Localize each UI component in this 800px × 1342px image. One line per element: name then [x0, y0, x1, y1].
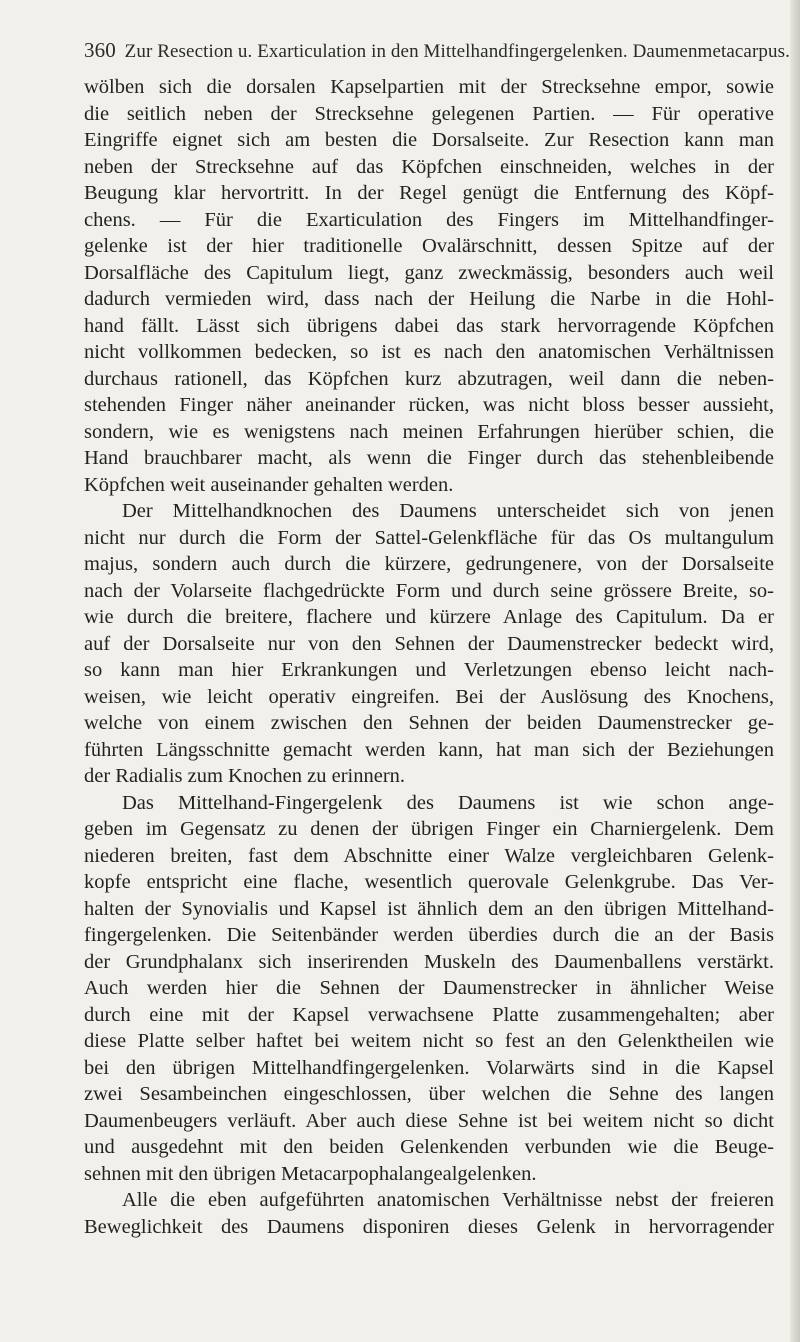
page-number: 360: [84, 38, 116, 62]
text-line: nach der Volarseite flachgedrückte Form und durch seine grössere Breite, so-: [84, 579, 774, 602]
text-line: der Grundphalanx sich inserirenden Muskeln des Daumenballens verstärkt.: [84, 950, 774, 973]
text-line: Auch werden hier die Sehnen der Daumenstrecker in ähnlicher Weise: [84, 977, 774, 999]
text-line: Dorsalfläche des Capitulum liegt, ganz zweckmässig, besonders auch weil: [84, 261, 774, 284]
text-line: Der Mittelhandknochen des Daumens unterscheidet sich von jenen: [122, 500, 774, 522]
text-line: gelenke ist der hier traditionelle Ovalärschnitt, dessen Spitze auf der: [84, 235, 774, 257]
text-line: Hand brauchbarer macht, als wenn die Finger durch das stehenbleibende: [84, 447, 774, 469]
text-line: auf der Dorsalseite nur von den Sehnen der Daumenstrecker bedeckt wird,: [84, 632, 774, 655]
text-line: hand fällt. Lässt sich übrigens dabei das stark hervorragende Köpfchen: [84, 314, 774, 337]
text-line: Das Mittelhand-Fingergelenk des Daumens ist wie schon ange-: [122, 791, 774, 814]
text-line: chens. — Für die Exarticulation des Fingers im Mittelhandfinger-: [84, 208, 774, 231]
text-line: Köpfchen weit auseinander gehalten werden.: [84, 473, 454, 496]
text-line: nicht vollkommen bedecken, so ist es nach den anatomischen Verhältnissen: [84, 341, 774, 363]
text-line: Alle die eben aufgeführten anatomischen Verhältnisse nebst der freieren: [122, 1189, 774, 1211]
text-line: Eingriffe eignet sich am besten die Dorsalseite. Zur Resection kann man: [84, 129, 774, 151]
text-line: welche von einem zwischen den Sehnen der beiden Daumenstrecker ge-: [84, 712, 774, 734]
text-line: Beugung klar hervortritt. In der Regel genügt die Entfernung des Köpf-: [84, 182, 774, 204]
text-line: weisen, wie leicht operativ eingreifen. Bei der Auslösung des Knochens,: [84, 685, 774, 708]
text-line: halten der Synovialis und Kapsel ist ähnlich dem an den übrigen Mittelhand-: [84, 897, 774, 920]
text-line: zwei Sesambeinchen eingeschlossen, über welchen die Sehne des langen: [84, 1083, 774, 1105]
text-line: neben der Strecksehne auf das Köpfchen einschneiden, welches in der: [84, 155, 774, 178]
text-line: sondern, wie es wenigstens nach meinen Erfahrungen hierüber schien, die: [84, 420, 774, 443]
text-line: und ausgedehnt mit den beiden Gelenkenden verbunden wie die Beuge-: [84, 1136, 774, 1158]
text-line: nicht nur durch die Form der Sattel-Gelenkfläche für das Os multangulum: [84, 526, 774, 549]
text-line: durch eine mit der Kapsel verwachsene Platte zusammengehalten; aber: [84, 1003, 774, 1026]
text-line: niederen breiten, fast dem Abschnitte einer Walze vergleichbaren Gelenk-: [84, 844, 774, 867]
body-text: [84, 74, 774, 1240]
text-line: führten Längsschnitte gemacht werden kann, hat man sich der Beziehungen: [84, 738, 774, 761]
running-title: Zur Resection u. Exarticulation in den Mittelhandfingergelenken. Daumenmetacarpus.: [124, 41, 790, 62]
text-line: so kann man hier Erkrankungen und Verletzungen ebenso leicht nach-: [84, 659, 774, 681]
text-line: stehenden Finger näher aneinander rücken, was nicht bloss besser aussieht,: [84, 394, 774, 416]
text-line: majus, sondern auch durch die kürzere, gedrungenere, von der Dorsalseite: [84, 553, 774, 575]
text-line: diese Platte selber haftet bei weitem nicht so fest an den Gelenktheilen wie: [84, 1030, 774, 1052]
text-line: dadurch vermieden wird, dass nach der Heilung die Narbe in die Hohl-: [84, 288, 774, 310]
text-line: sehnen mit den übrigen Metacarpophalangealgelenken.: [84, 1162, 537, 1185]
text-line: geben im Gegensatz zu denen der übrigen Finger ein Charniergelenk. Dem: [84, 818, 774, 840]
page-edge: [790, 0, 800, 1342]
text-line: der Radialis zum Knochen zu erinnern.: [84, 765, 406, 787]
text-line: die seitlich neben der Strecksehne gelegenen Partien. — Für operative: [84, 102, 774, 125]
text-line: kopfe entspricht eine flache, wesentlich querovale Gelenkgrube. Das Ver-: [84, 871, 774, 893]
text-line: durchaus rationell, das Köpfchen kurz abzutragen, weil dann die neben-: [84, 367, 774, 390]
text-line: Beweglichkeit des Daumens disponiren dieses Gelenk in hervorragender: [84, 1215, 774, 1238]
text-line: wie durch die breitere, flachere und kürzere Anlage des Capitulum. Da er: [84, 606, 774, 628]
text-line: Daumenbeugers verläuft. Aber auch diese Sehne ist bei weitem nicht so dicht: [84, 1109, 774, 1132]
text-line: wölben sich die dorsalen Kapselpartien mit der Strecksehne empor, sowie: [84, 76, 774, 98]
text-line: fingergelenken. Die Seitenbänder werden überdies durch die an der Basis: [84, 924, 774, 946]
running-header: [84, 38, 790, 63]
text-line: bei den übrigen Mittelhandfingergelenken. Volarwärts sind in die Kapsel: [84, 1056, 774, 1079]
